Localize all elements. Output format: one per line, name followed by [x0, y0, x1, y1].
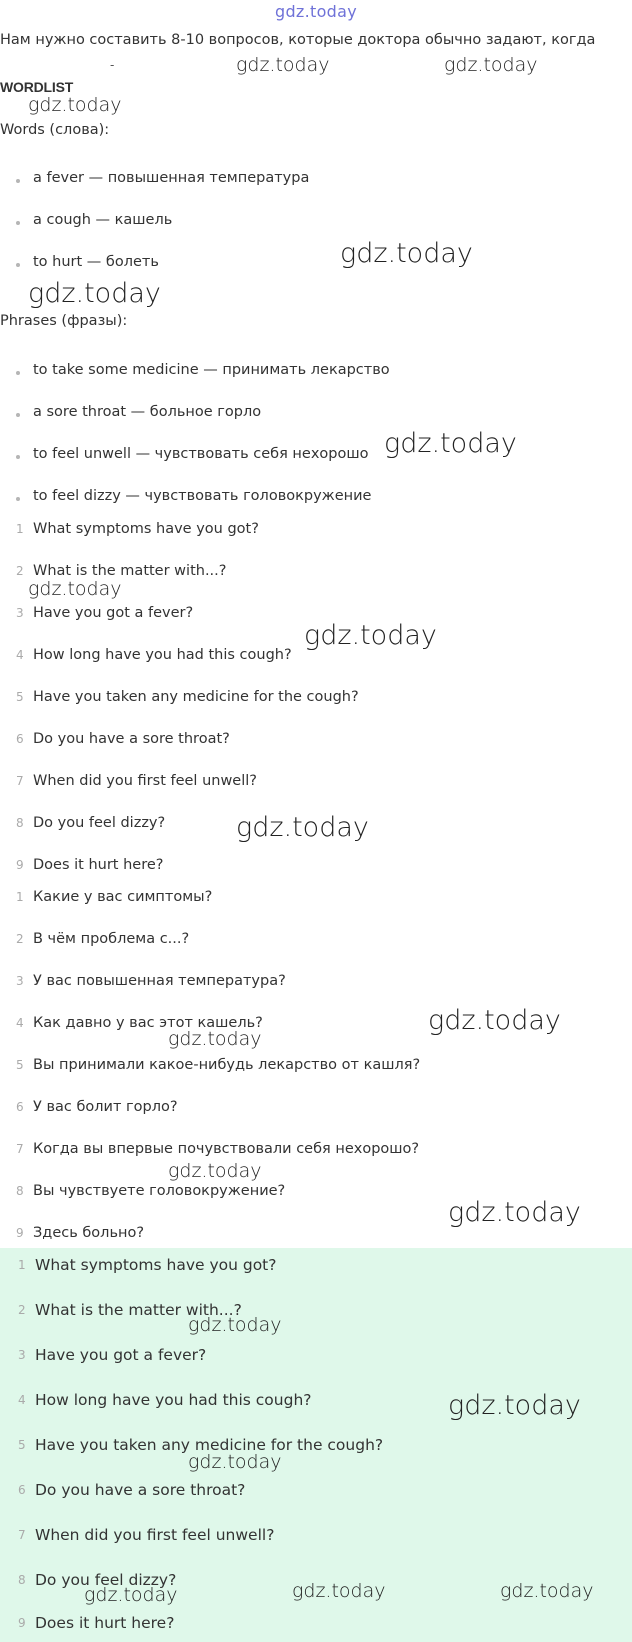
watermark: gdz.today: [448, 1390, 581, 1421]
bullet-icon: [16, 371, 20, 375]
question-en-text: Have you taken any medicine for the cough?: [33, 689, 359, 705]
watermark: gdz.today: [428, 1005, 561, 1036]
words-label: Words (слова):: [0, 122, 110, 138]
watermark: gdz.today: [340, 238, 473, 269]
list-number: 4: [18, 1393, 26, 1407]
question-ru-text: Когда вы впервые почувствовали себя нехорошо?: [33, 1141, 420, 1157]
answer-text: Do you feel dizzy?: [35, 1571, 177, 1589]
question-ru-text: У вас болит горло?: [33, 1099, 178, 1115]
question-ru-text: Вы принимали какое-нибудь лекарство от кашля?: [33, 1057, 421, 1073]
list-number: 6: [16, 732, 24, 746]
question-ru-text: У вас повышенная температура?: [33, 973, 286, 989]
bullet-icon: [16, 455, 20, 459]
site-watermark-top: gdz.today: [275, 2, 357, 21]
list-number: 7: [18, 1528, 26, 1542]
list-number: 3: [16, 606, 24, 620]
list-number: 6: [16, 1100, 24, 1114]
watermark: gdz.today: [188, 1451, 282, 1473]
list-number: 2: [16, 564, 24, 578]
list-number: 5: [16, 690, 24, 704]
question-en-text: Do you have a sore throat?: [33, 731, 230, 747]
question-en-text: Does it hurt here?: [33, 857, 164, 873]
watermark: gdz.today: [84, 1584, 178, 1606]
question-en-text: What symptoms have you got?: [33, 521, 259, 537]
watermark: gdz.today: [188, 1314, 282, 1336]
phrases-label: Phrases (фразы):: [0, 313, 128, 329]
list-number: 7: [16, 774, 24, 788]
list-number: 4: [16, 1016, 24, 1030]
watermark: gdz.today: [500, 1580, 594, 1602]
watermark: gdz.today: [444, 54, 538, 76]
answer-text: Have you taken any medicine for the cough?: [35, 1436, 384, 1454]
list-number: 2: [16, 932, 24, 946]
watermark: gdz.today: [168, 1160, 262, 1182]
phrase-text: to take some medicine — принимать лекарство: [33, 362, 390, 378]
list-number: 8: [18, 1573, 26, 1587]
phrase-text: to feel dizzy — чувствовать головокружение: [33, 488, 372, 504]
list-number: 2: [18, 1303, 26, 1317]
watermark: gdz.today: [28, 94, 122, 116]
list-number: 9: [18, 1616, 26, 1630]
intro-text: Нам нужно составить 8-10 вопросов, которые доктора обычно задают, когда: [0, 32, 596, 48]
word-text: a fever — повышенная температура: [33, 170, 310, 186]
answer-text: What is the matter with...?: [35, 1301, 242, 1319]
word-text: a cough — кашель: [33, 212, 173, 228]
bullet-icon: [16, 497, 20, 501]
watermark: gdz.today: [236, 812, 369, 843]
wordlist-heading: WORDLIST: [0, 79, 74, 95]
list-number: 8: [16, 816, 24, 830]
question-en-text: Have you got a fever?: [33, 605, 194, 621]
watermark: gdz.today: [28, 278, 161, 309]
list-number: 1: [16, 522, 24, 536]
watermark: gdz.today: [304, 620, 437, 651]
list-number: 4: [16, 648, 24, 662]
question-en-text: What is the matter with...?: [33, 563, 227, 579]
watermark: gdz.today: [28, 578, 122, 600]
question-en-text: How long have you had this cough?: [33, 647, 292, 663]
list-number: 1: [18, 1258, 26, 1272]
watermark: gdz.today: [448, 1197, 581, 1228]
question-en-text: Do you feel dizzy?: [33, 815, 166, 831]
question-en-text: When did you first feel unwell?: [33, 773, 257, 789]
question-ru-text: Вы чувствуете головокружение?: [33, 1183, 286, 1199]
answer-text: How long have you had this cough?: [35, 1391, 312, 1409]
list-number: 1: [16, 890, 24, 904]
bullet-icon: [16, 221, 20, 225]
list-number: 7: [16, 1142, 24, 1156]
bullet-icon: [16, 413, 20, 417]
question-ru-text: В чём проблема с...?: [33, 931, 190, 947]
list-number: 9: [16, 858, 24, 872]
list-number: 9: [16, 1226, 24, 1240]
list-number: 6: [18, 1483, 26, 1497]
watermark: gdz.today: [384, 428, 517, 459]
watermark: gdz.today: [236, 54, 330, 76]
list-number: 8: [16, 1184, 24, 1198]
list-number: 3: [16, 974, 24, 988]
answer-text: When did you first feel unwell?: [35, 1526, 275, 1544]
answer-text: What symptoms have you got?: [35, 1256, 277, 1274]
bullet-icon: [16, 179, 20, 183]
phrase-text: to feel unwell — чувствовать себя нехорошо: [33, 446, 369, 462]
question-ru-text: Здесь больно?: [33, 1225, 145, 1241]
list-number: 3: [18, 1348, 26, 1362]
watermark: gdz.today: [168, 1028, 262, 1050]
intro-dash: -: [110, 58, 115, 72]
list-number: 5: [16, 1058, 24, 1072]
answer-text: Have you got a fever?: [35, 1346, 207, 1364]
answer-text: Does it hurt here?: [35, 1614, 175, 1632]
word-text: to hurt — болеть: [33, 254, 159, 270]
answer-text: Do you have a sore throat?: [35, 1481, 246, 1499]
bullet-icon: [16, 263, 20, 267]
watermark: gdz.today: [292, 1580, 386, 1602]
list-number: 5: [18, 1438, 26, 1452]
phrase-text: a sore throat — больное горло: [33, 404, 262, 420]
question-ru-text: Какие у вас симптомы?: [33, 889, 213, 905]
question-ru-text: Как давно у вас этот кашель?: [33, 1015, 263, 1031]
